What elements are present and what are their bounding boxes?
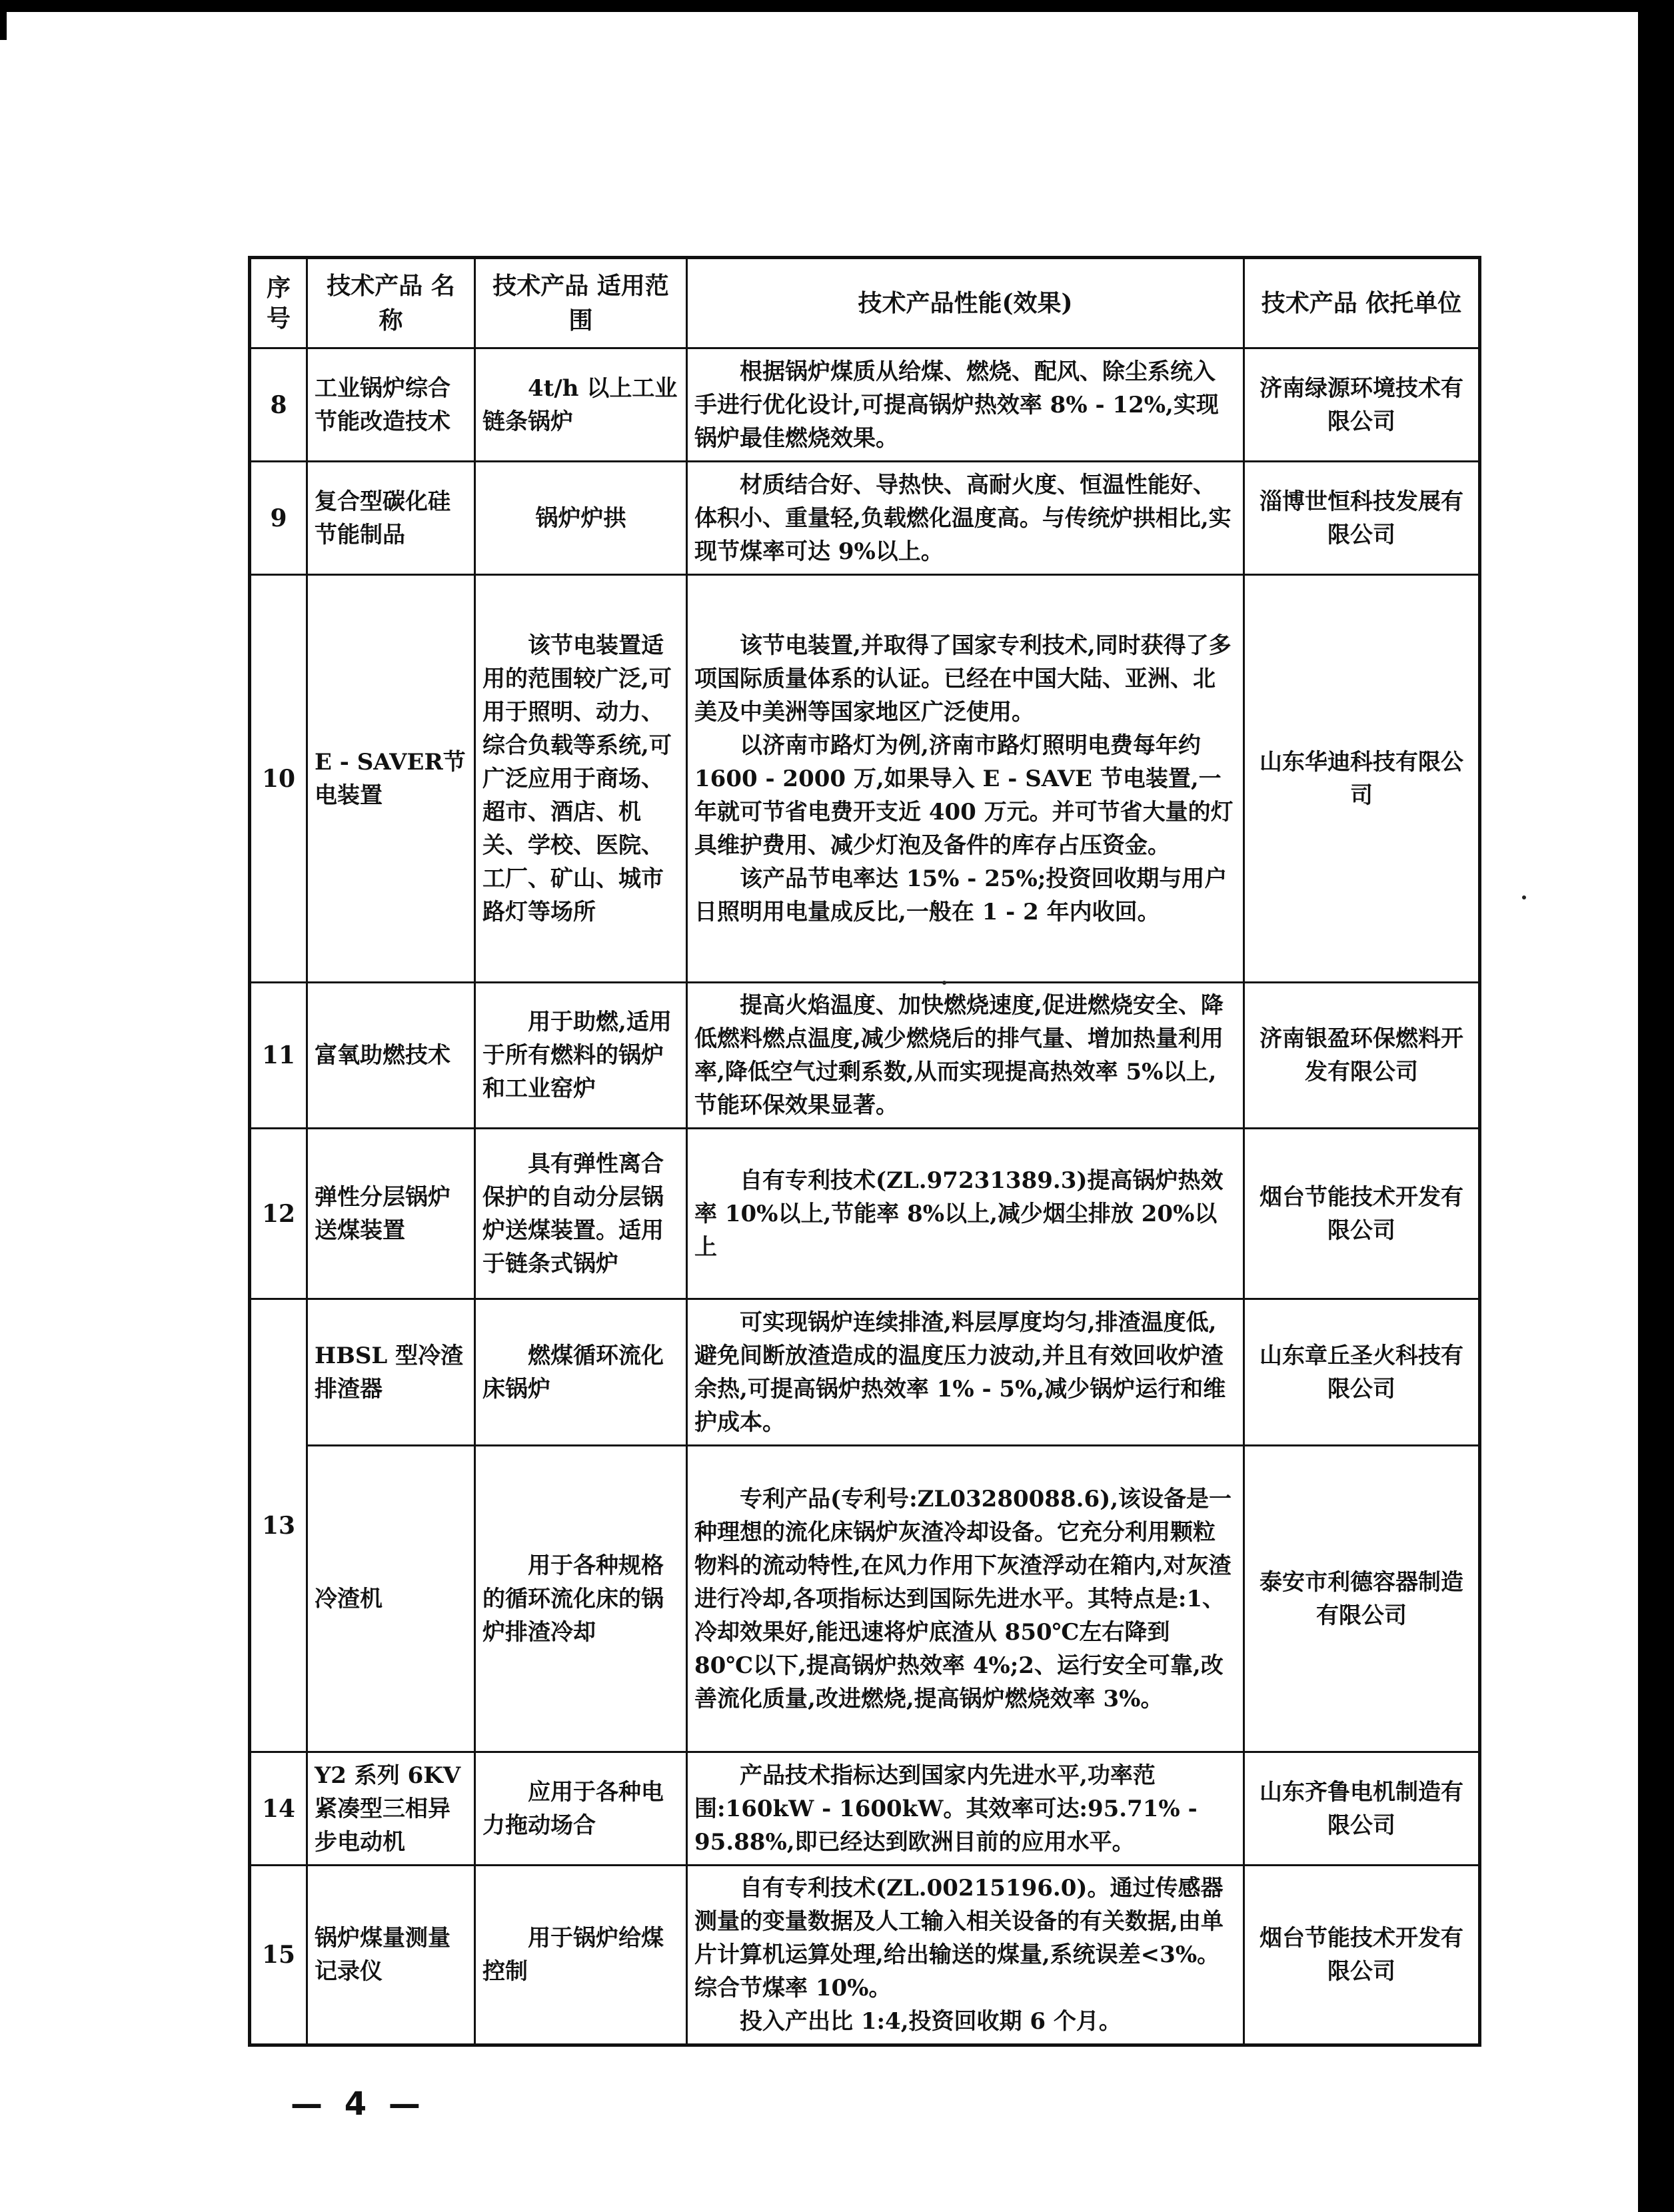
product-name: 锅炉煤量测量记录仪	[307, 1866, 475, 2045]
table-header-row	[250, 258, 1480, 348]
product-performance: 材质结合好、导热快、高耐火度、恒温性能好、体积小、重量轻,负载燃化温度高。与传统炉拱相比,实现节煤率可达 9%以上。	[687, 462, 1244, 575]
product-scope: 该节电装置适用的范围较广泛,可用于照明、动力、综合负载等系统,可广泛应用于商场、超市、酒店、机关、学校、医院、工厂、矿山、城市路灯等场所	[475, 575, 687, 983]
product-performance: 根据锅炉煤质从给煤、燃烧、配风、除尘系统入手进行优化设计,可提高锅炉热效率 8% - 12%,实现锅炉最佳燃烧效果。	[687, 348, 1244, 462]
product-performance: 提高火焰温度、加快燃烧速度,促进燃烧安全、降低燃料燃点温度,减少燃烧后的排气量、增加热量利用率,降低空气过剩系数,从而实现提高热效率 5%以上,节能环保效果显著。	[687, 983, 1244, 1129]
table-row	[250, 575, 1480, 983]
product-scope: 4t/h 以上工业链条锅炉	[475, 348, 687, 462]
row-no: 13	[250, 1299, 307, 1752]
row-no: 8	[250, 348, 307, 462]
scan-speck	[1522, 895, 1526, 899]
product-name: 富氧助燃技术	[307, 983, 475, 1129]
supporting-unit: 山东章丘圣火科技有限公司	[1244, 1299, 1480, 1446]
supporting-unit: 山东华迪科技有限公司	[1244, 575, 1480, 983]
row-no: 9	[250, 462, 307, 575]
table-row	[250, 1446, 1480, 1752]
product-performance: 可实现锅炉连续排渣,料层厚度均匀,排渣温度低,避免间断放渣造成的温度压力波动,并且有效回收炉渣余热,可提高锅炉热效率 1% - 5%,减少锅炉运行和维护成本。	[687, 1299, 1244, 1446]
scan-border-right	[1638, 0, 1674, 2212]
row-no: 11	[250, 983, 307, 1129]
header-sequence-no: 序 号	[250, 258, 307, 348]
supporting-unit: 泰安市利德容器制造有限公司	[1244, 1446, 1480, 1752]
product-scope: 用于锅炉给煤控制	[475, 1866, 687, 2045]
table-row	[250, 348, 1480, 462]
product-scope: 锅炉炉拱	[475, 462, 687, 575]
supporting-unit: 济南绿源环境技术有限公司	[1244, 348, 1480, 462]
header-product-name: 技术产品 名 称	[307, 258, 475, 348]
product-performance: 自有专利技术(ZL.00215196.0)。通过传感器测量的变量数据及人工输入相关设备的有关数据,由单片计算机运算处理,给出输送的煤量,系统误差<3%。综合节煤率 10%。 投入产出比 1:4,投资回收期 6 个月。	[687, 1866, 1244, 2045]
product-scope: 燃煤循环流化床锅炉	[475, 1299, 687, 1446]
scan-speck	[942, 981, 946, 985]
product-performance: 该节电装置,并取得了国家专利技术,同时获得了多项国际质量体系的认证。已经在中国大陆、亚洲、北美及中美洲等国家地区广泛使用。 以济南市路灯为例,济南市路灯照明电费每年约 1600 - 2000 万,如果导入 E - SAVE 节电装置,一年就可节省电费开支近 400 万元。并可节省大量的灯具维护费用、减少灯泡及备件的库存占压资金。 该产品节电率达 15% - 25%;投资回收期与用户日照明用电量成反比,一般在 1 - 2 年内收回。	[687, 575, 1244, 983]
product-name: 弹性分层锅炉送煤装置	[307, 1129, 475, 1299]
product-name: 工业锅炉综合节能改造技术	[307, 348, 475, 462]
product-name: HBSL 型冷渣排渣器	[307, 1299, 475, 1446]
table-row	[250, 1299, 1480, 1446]
header-applicable-scope: 技术产品 适用范围	[475, 258, 687, 348]
header-performance: 技术产品性能(效果)	[687, 258, 1244, 348]
product-name: E - SAVER节电装置	[307, 575, 475, 983]
table-row	[250, 1866, 1480, 2045]
row-no: 10	[250, 575, 307, 983]
row-no: 12	[250, 1129, 307, 1299]
header-supporting-unit: 技术产品 依托单位	[1244, 258, 1480, 348]
product-scope: 具有弹性离合保护的自动分层锅炉送煤装置。适用于链条式锅炉	[475, 1129, 687, 1299]
product-name: 冷渣机	[307, 1446, 475, 1752]
table-row	[250, 1752, 1480, 1866]
supporting-unit: 烟台节能技术开发有限公司	[1244, 1129, 1480, 1299]
technology-product-table	[248, 256, 1481, 2047]
scan-border-top	[0, 0, 1674, 12]
product-scope: 用于各种规格的循环流化床的锅炉排渣冷却	[475, 1446, 687, 1752]
row-no: 15	[250, 1866, 307, 2045]
product-performance: 自有专利技术(ZL.97231389.3)提高锅炉热效率 10%以上,节能率 8%以上,减少烟尘排放 20%以上	[687, 1129, 1244, 1299]
supporting-unit: 山东齐鲁电机制造有限公司	[1244, 1752, 1480, 1866]
row-no: 14	[250, 1752, 307, 1866]
product-name: Y2 系列 6KV 紧凑型三相异步电动机	[307, 1752, 475, 1866]
supporting-unit: 烟台节能技术开发有限公司	[1244, 1866, 1480, 2045]
table-row	[250, 462, 1480, 575]
table-row	[250, 983, 1480, 1129]
product-scope: 用于助燃,适用于所有燃料的锅炉和工业窑炉	[475, 983, 687, 1129]
product-performance: 产品技术指标达到国家内先进水平,功率范围:160kW - 1600kW。其效率可达:95.71% - 95.88%,即已经达到欧洲目前的应用水平。	[687, 1752, 1244, 1866]
product-name: 复合型碳化硅节能制品	[307, 462, 475, 575]
scan-mark-left	[0, 0, 7, 40]
supporting-unit: 济南银盈环保燃料开发有限公司	[1244, 983, 1480, 1129]
product-performance: 专利产品(专利号:ZL03280088.6),该设备是一种理想的流化床锅炉灰渣冷却设备。它充分利用颗粒物料的流动特性,在风力作用下灰渣浮动在箱内,对灰渣进行冷却,各项指标达到国际先进水平。其特点是:1、冷却效果好,能迅速将炉底渣从 850℃左右降到 80℃以下,提高锅炉热效率 4%;2、运行安全可靠,改善流化质量,改进燃烧,提高锅炉燃烧效率 3%。	[687, 1446, 1244, 1752]
technology-product-table-wrapper	[248, 256, 1478, 2047]
page-number: — 4 —	[291, 2085, 426, 2123]
product-scope: 应用于各种电力拖动场合	[475, 1752, 687, 1866]
supporting-unit: 淄博世恒科技发展有限公司	[1244, 462, 1480, 575]
table-row	[250, 1129, 1480, 1299]
